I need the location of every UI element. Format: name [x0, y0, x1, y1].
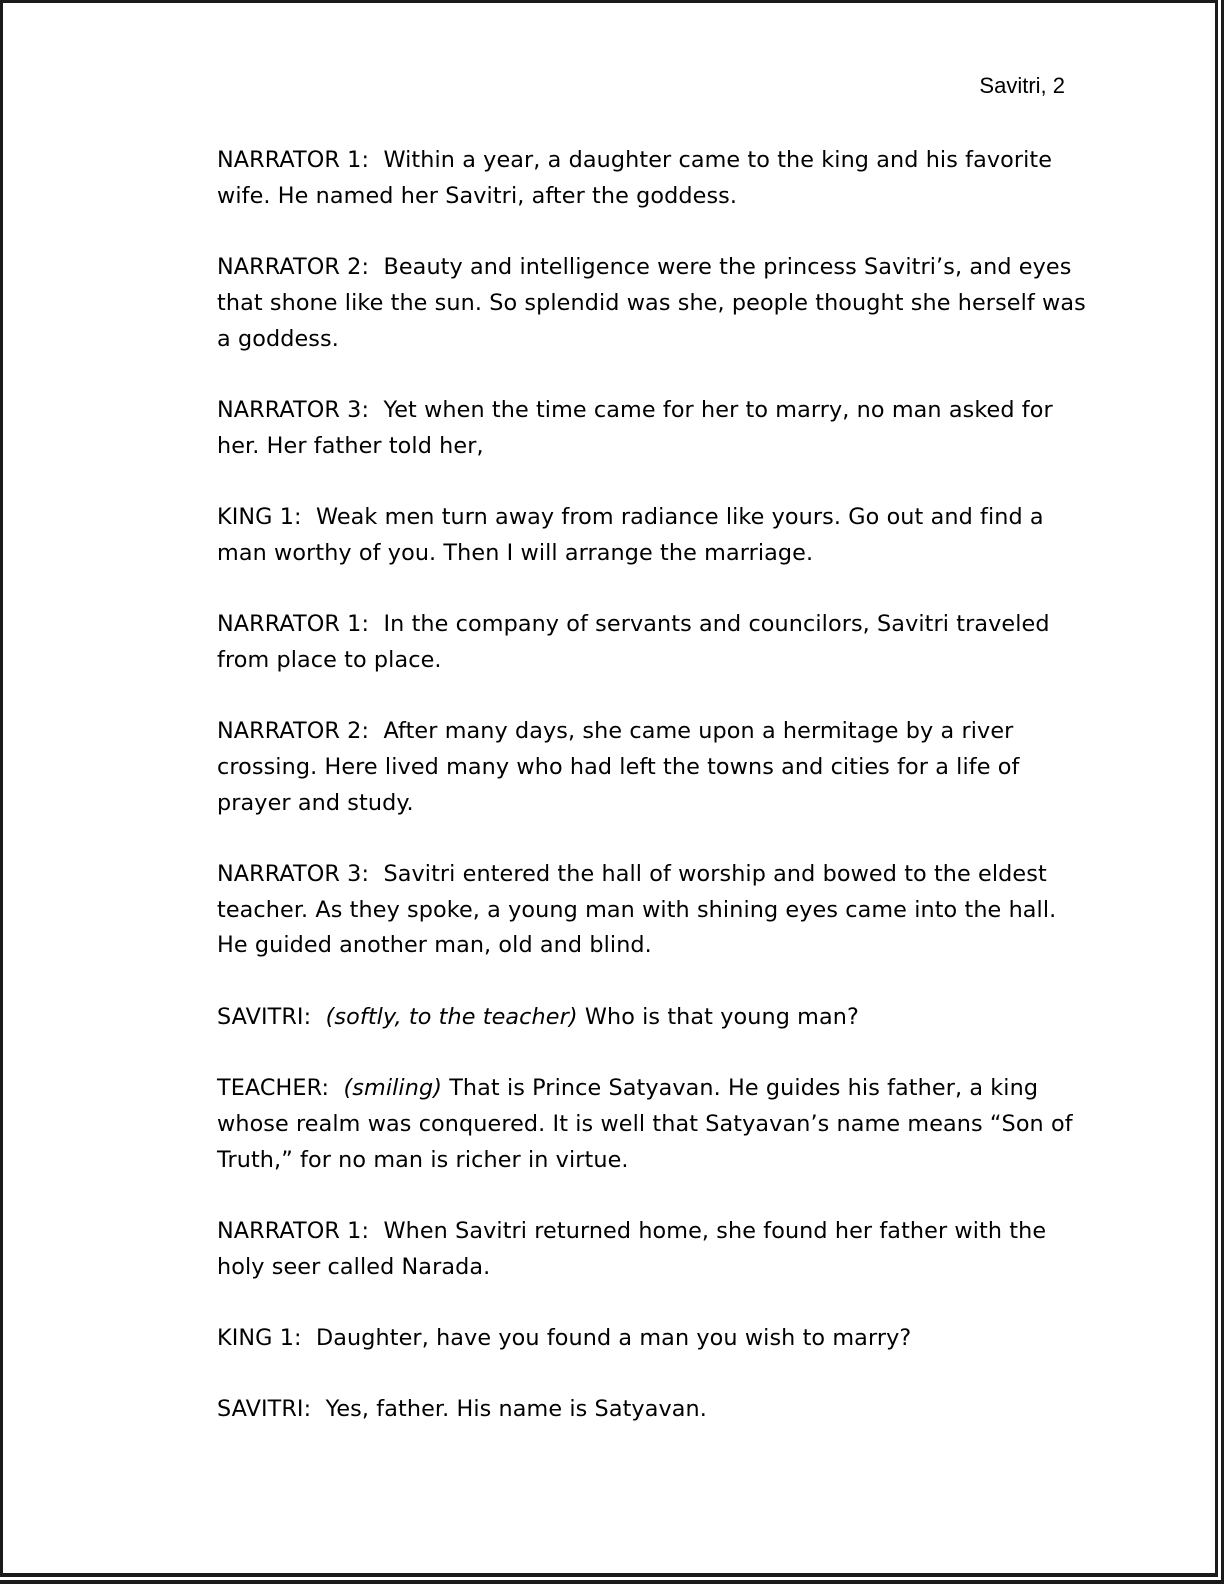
dialogue-text: Weak men turn away from radiance like yours. Go out and find a man worthy of you. Then I will arrange the marriage. — [217, 503, 1044, 566]
script-line — [217, 250, 1087, 357]
script-line — [217, 500, 1087, 571]
dialogue-text: Yet when the time came for her to marry, no man asked for her. Her father told her, — [217, 396, 1053, 459]
running-head: Savitri, 2 — [979, 73, 1065, 98]
speaker-label: NARRATOR 3: — [217, 860, 384, 887]
speaker-label: NARRATOR 3: — [217, 396, 384, 423]
dialogue-text: Savitri entered the hall of worship and bowed to the eldest teacher. As they spoke, a young man with shining eyes came into the hall. He guided another man, old and blind. — [217, 860, 1057, 959]
script-line — [217, 1000, 1087, 1036]
script-line — [217, 1214, 1087, 1285]
speaker-label: SAVITRI: — [217, 1396, 326, 1423]
speaker-label: NARRATOR 1: — [217, 611, 384, 638]
script-line — [217, 143, 1087, 214]
script-line — [217, 857, 1087, 964]
script-line — [217, 1071, 1087, 1178]
speaker-label: NARRATOR 2: — [217, 254, 384, 281]
script-body — [217, 143, 1087, 1464]
script-line — [217, 393, 1087, 464]
dialogue-text: When Savitri returned home, she found her father with the holy seer called Narada. — [217, 1217, 1047, 1280]
stage-direction: (softly, to the teacher) — [325, 1003, 578, 1030]
script-line — [217, 607, 1087, 678]
speaker-label: NARRATOR 1: — [217, 147, 384, 173]
speaker-label: SAVITRI: — [217, 1003, 326, 1030]
dialogue-text: Within a year, a daughter came to the king and his favorite wife. He named her Savitri, after the goddess. — [217, 147, 1053, 209]
speaker-label: TEACHER: — [217, 1075, 344, 1102]
speaker-label: KING 1: — [217, 503, 317, 530]
dialogue-text: Beauty and intelligence were the princess Savitri’s, and eyes that shone like the sun. So splendid was she, people thought she herself was a goddess. — [217, 254, 1086, 352]
speaker-label: NARRATOR 1: — [217, 1217, 384, 1244]
script-line — [217, 1321, 1087, 1357]
page-border-bottom — [0, 1580, 1224, 1584]
script-line — [217, 1392, 1087, 1428]
dialogue-text: That is Prince Satyavan. He guides his father, a king whose realm was conquered. It is well that Satyavan’s name means “Son of Truth,” for no man is richer in virtue. — [217, 1075, 1073, 1173]
dialogue-text: Who is that young man? — [577, 1003, 859, 1030]
script-line — [217, 714, 1087, 821]
stage-direction: (smiling) — [343, 1075, 443, 1102]
dialogue-text: Yes, father. His name is Satyavan. — [325, 1396, 707, 1423]
dialogue-text: In the company of servants and councilors, Savitri traveled from place to place. — [217, 611, 1050, 673]
dialogue-text: Daughter, have you found a man you wish to marry? — [316, 1325, 912, 1352]
speaker-label: NARRATOR 2: — [217, 718, 384, 745]
speaker-label: KING 1: — [217, 1325, 317, 1352]
dialogue-text: After many days, she came upon a hermitage by a river crossing. Here lived many who had left the towns and cities for a life of prayer and study. — [217, 718, 1020, 816]
